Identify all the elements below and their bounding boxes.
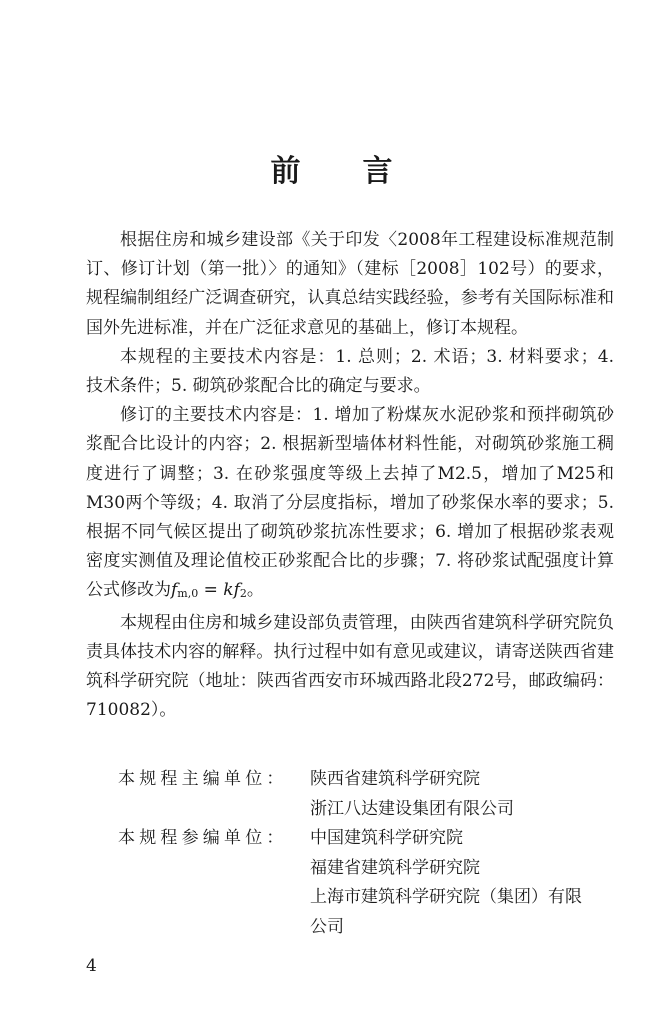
chief-units-list <box>310 765 618 824</box>
page-title <box>0 146 663 190</box>
formula-equals: = <box>198 580 224 601</box>
formula-subscript-2: 2 <box>239 587 247 601</box>
formula-subscript: m,0 <box>177 587 199 601</box>
paragraph-main-content: 本规程的主要技术内容是：1. 总则；2. 术语；3. 材料要求；4. 技术条件；5. 砌筑砂浆配合比的确定与要求。 <box>86 346 614 397</box>
paragraph-background: 根据住房和城乡建设部《关于印发〈2008年工程建设标准规范制订、修订计划（第一批）〉的通知》（建标［2008］102号）的要求，规程编制组经广泛调查研究，认真总结实践经验，参考有关国际标准和国外先进标准，并在广泛征求意见的基础上，修订本规程。 <box>86 230 614 338</box>
participant-unit: 福建省建筑科学研究院 <box>310 857 480 878</box>
participant-unit: 公司 <box>310 916 344 937</box>
formula-f: f <box>171 580 178 601</box>
page-number: 4 <box>86 956 97 976</box>
compiling-units <box>118 765 618 942</box>
revisions-text: 修订的主要技术内容是：1. 增加了粉煤灰水泥砂浆和预拌砌筑砂浆配合比设计的内容；2. 根据新型墙体材料性能，对砌筑砂浆施工稠度进行了调整；3. 在砂浆强度等级上去掉了M2.5，增加了M25和M30两个等级；4. 取消了分层度指标，增加了砂浆保水率的要求；5. 根据不同气候区提出了砌筑砂浆抗冻性要求；6. 增加了根据砂浆表观密度实测值及理论值校正砂浆配合比的步骤；7. 将砂浆试配强度计算公式修改为 <box>86 405 614 601</box>
chief-units-row <box>118 765 618 824</box>
paragraph-revisions <box>86 401 614 608</box>
chief-units-label: 本规程主编单位： <box>118 769 288 789</box>
participant-units-label: 本规程参编单位： <box>118 828 288 848</box>
title-char-2: 言 <box>362 154 393 189</box>
chief-unit: 陕西省建筑科学研究院 <box>310 769 480 789</box>
formula-end: 。 <box>246 580 264 601</box>
title-char-1: 前 <box>270 154 301 189</box>
chief-unit: 浙江八达建设集团有限公司 <box>310 798 514 819</box>
preface-body <box>86 226 614 725</box>
participant-units-list <box>310 824 618 942</box>
paragraph-management: 本规程由住房和城乡建设部负责管理，由陕西省建筑科学研究院负责具体技术内容的解释。执行过程中如有意见或建议，请寄送陕西省建筑科学研究院（地址：陕西省西安市环城西路北段272号，邮政编码：710082）。 <box>86 612 614 721</box>
formula-kf: kf <box>223 580 240 601</box>
participant-unit: 上海市建筑科学研究院（集团）有限 <box>310 887 582 907</box>
participant-units-row <box>118 824 618 942</box>
participant-unit: 中国建筑科学研究院 <box>310 828 463 848</box>
